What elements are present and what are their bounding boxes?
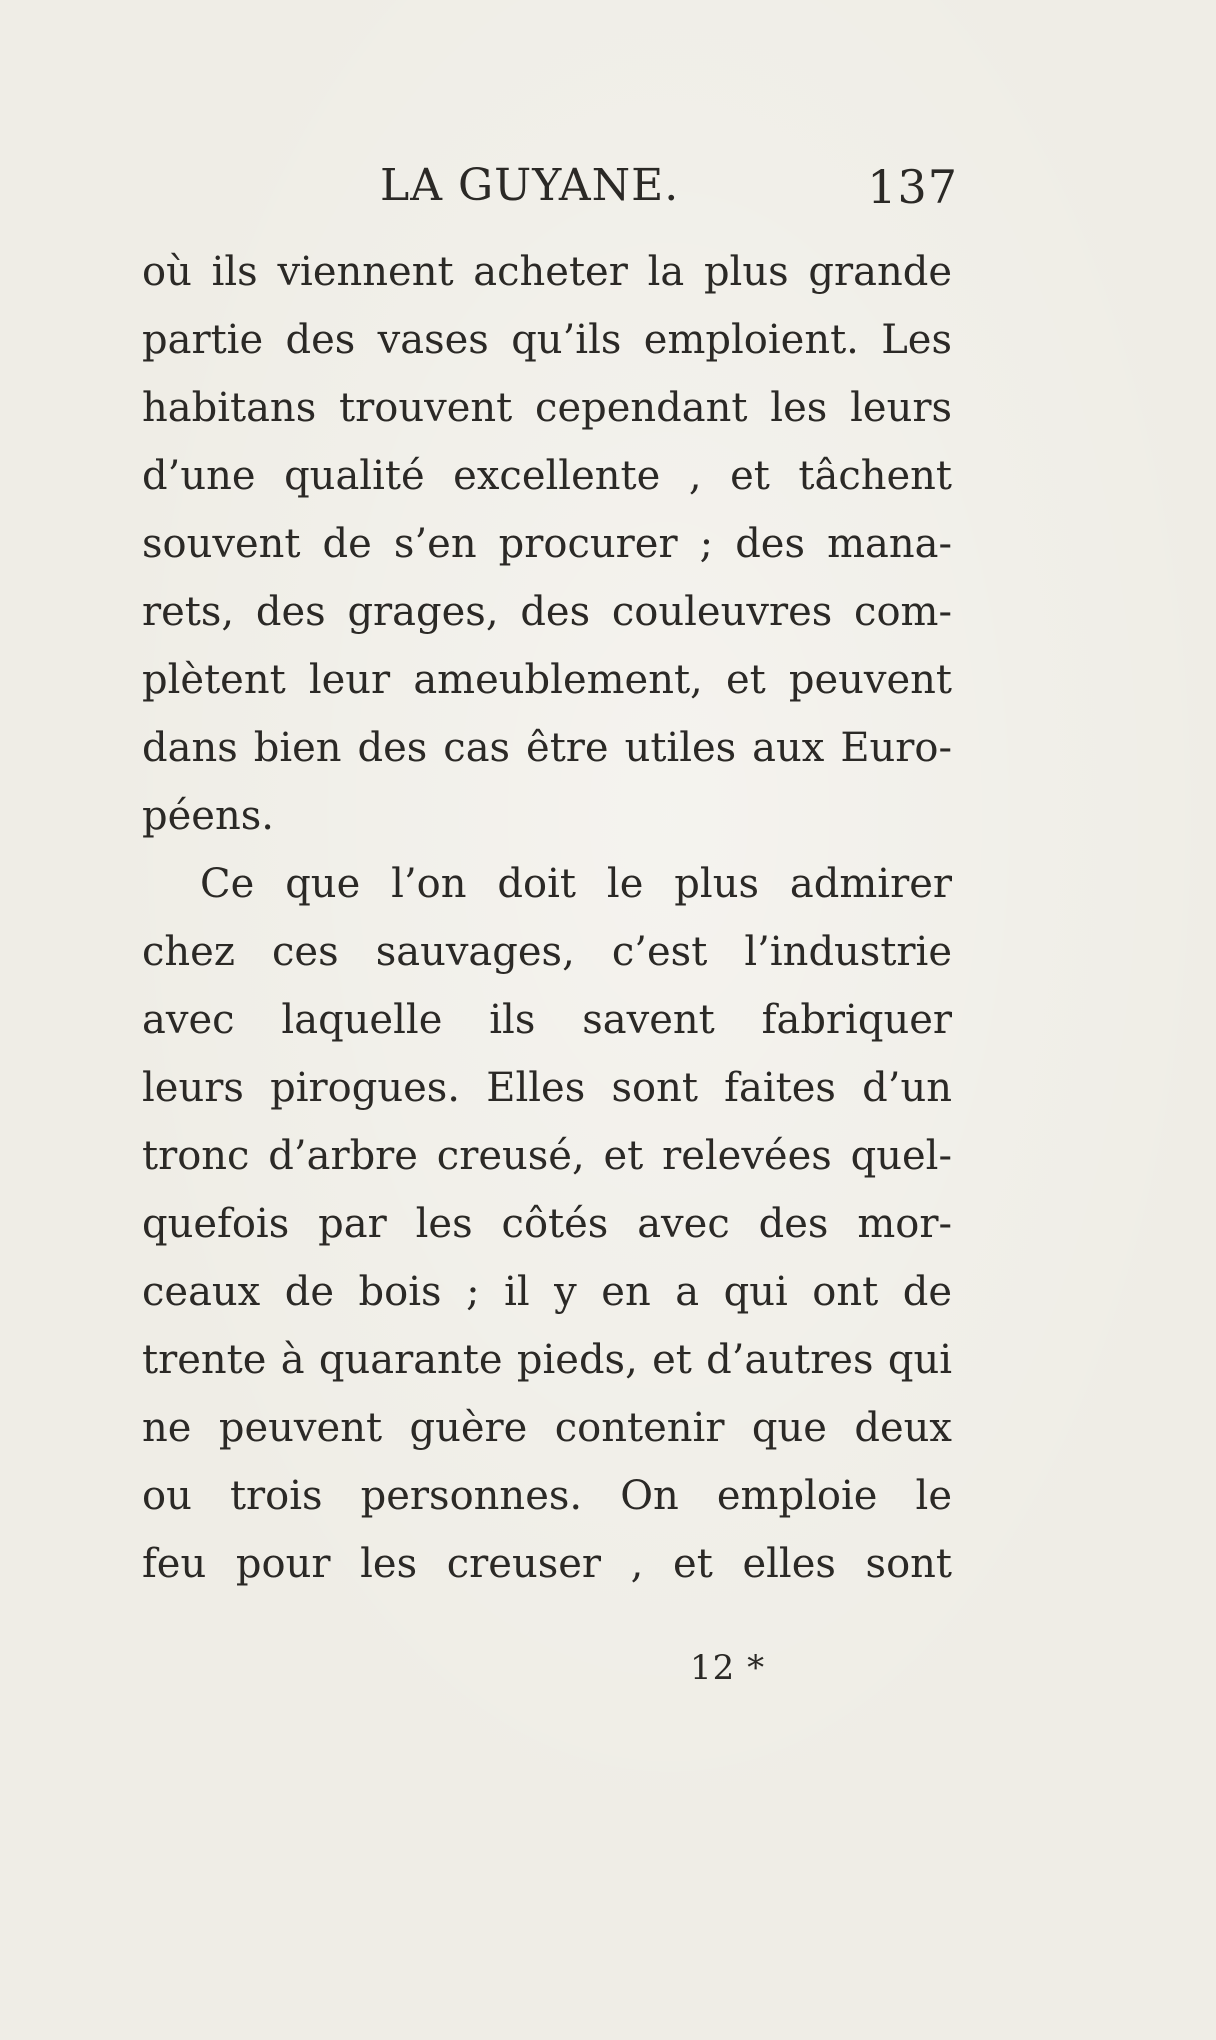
- text-line: ceaux de bois ; il y en a qui ont de: [142, 1269, 952, 1315]
- text-line: où ils viennent acheter la plus grande: [142, 249, 952, 295]
- text-line: leurs pirogues. Elles sont faites d’un: [142, 1065, 952, 1111]
- text-line: feu pour les creuser , et elles sont: [142, 1541, 952, 1587]
- text-line: habitans trouvent cependant les leurs: [142, 385, 952, 431]
- text-line: ou trois personnes. On emploie le: [142, 1473, 952, 1519]
- text-line: partie des vases qu’ils emploient. Les: [142, 317, 952, 363]
- text-line: trente à quarante pieds, et d’autres qui: [142, 1337, 952, 1383]
- body-text: [142, 238, 952, 1598]
- text-line: d’une qualité excellente , et tâchent: [142, 453, 952, 499]
- text-line: plètent leur ameublement, et peuvent: [142, 657, 952, 703]
- running-title: LA GUYANE.: [380, 160, 680, 211]
- text-line: ne peuvent guère contenir que deux: [142, 1405, 952, 1451]
- text-line: dans bien des cas être utiles aux Euro-: [142, 725, 952, 771]
- text-line: rets, des grages, des couleuvres com-: [142, 589, 952, 635]
- running-head: [380, 160, 958, 220]
- signature-mark: 12 *: [690, 1648, 766, 1688]
- paragraph-end-line: péens.: [142, 793, 274, 839]
- text-line: chez ces sauvages, c’est l’industrie: [142, 929, 952, 975]
- text-line: avec laquelle ils savent fabriquer: [142, 997, 952, 1043]
- page-number: 137: [867, 160, 958, 214]
- paragraph-start-line: Ce que l’on doit le plus admirer: [200, 861, 952, 907]
- text-line: souvent de s’en procurer ; des mana-: [142, 521, 952, 567]
- text-line: quefois par les côtés avec des mor-: [142, 1201, 952, 1247]
- text-line: tronc d’arbre creusé, et relevées quel-: [142, 1133, 952, 1179]
